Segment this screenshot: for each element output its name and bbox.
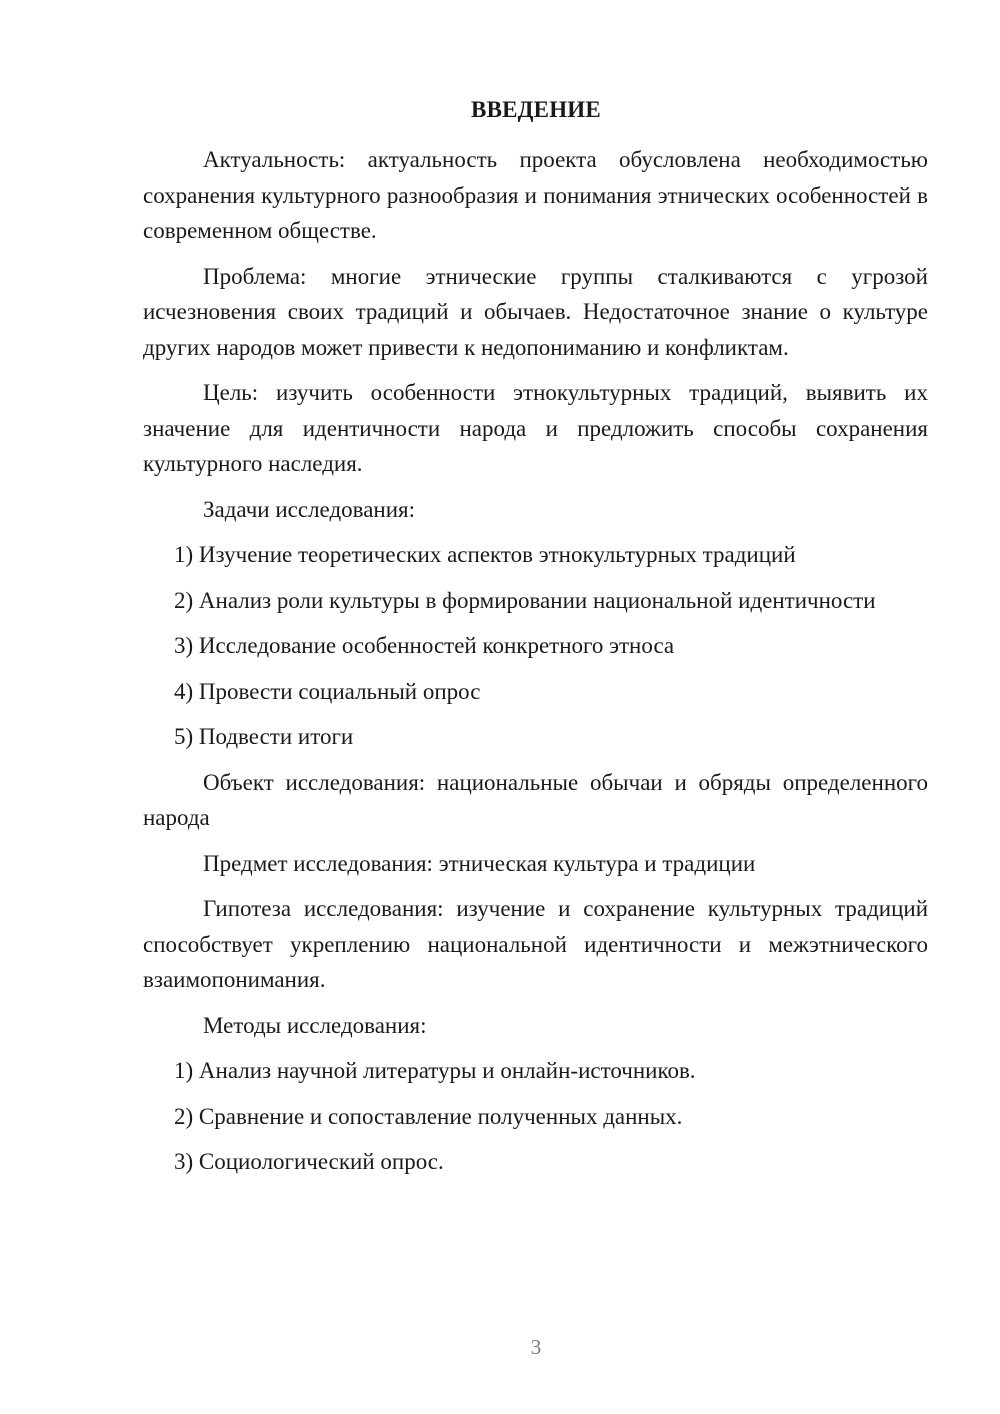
- method-item: 2) Сравнение и сопоставление полученных данных.: [174, 1103, 683, 1129]
- tasks-title: Задачи исследования:: [203, 496, 416, 522]
- method-item: 3) Социологический опрос.: [174, 1149, 444, 1174]
- goal-paragraph: Цель: изучить особенности этнокультурных традиций, выявить их значение для идентичности народа и предложить способы сохранения культурного наследия.: [143, 380, 928, 476]
- object-paragraph: Объект исследования: национальные обычаи и обряды определенного народа: [143, 769, 928, 830]
- methods-title: Методы исследования:: [203, 1012, 427, 1038]
- problem-paragraph: Проблема: многие этнические группы сталкиваются с угрозой исчезновения своих традиций и обычаев. Недостаточное знание о культуре других народов может привести к недопониманию и конфликтам.: [143, 263, 928, 360]
- hypothesis-paragraph: Гипотеза исследования: изучение и сохранение культурных традиций способствует укреплению национальной идентичности и межэтнического взаимопонимания.: [143, 896, 928, 992]
- document-heading: ВВЕДЕНИЕ: [471, 97, 601, 122]
- document-body: [143, 142, 928, 1190]
- actuality-paragraph: Актуальность: актуальность проекта обусловлена необходимостью сохранения культурного разнообразия и понимания этнических особенностей в современном обществе.: [143, 147, 928, 243]
- method-item: 1) Анализ научной литературы и онлайн-источников.: [174, 1058, 696, 1083]
- task-item: 1) Изучение теоретических аспектов этнокультурных традиций: [174, 542, 796, 567]
- task-item: 5) Подвести итоги: [174, 724, 354, 749]
- subject-paragraph: Предмет исследования: этническая культура и традиции: [203, 850, 756, 876]
- task-item: 4) Провести социальный опрос: [174, 678, 481, 704]
- page-number: 3: [530, 1335, 542, 1359]
- task-item: 3) Исследование особенностей конкретного этноса: [174, 633, 675, 658]
- task-item: 2) Анализ роли культуры в формировании национальной идентичности: [174, 587, 876, 613]
